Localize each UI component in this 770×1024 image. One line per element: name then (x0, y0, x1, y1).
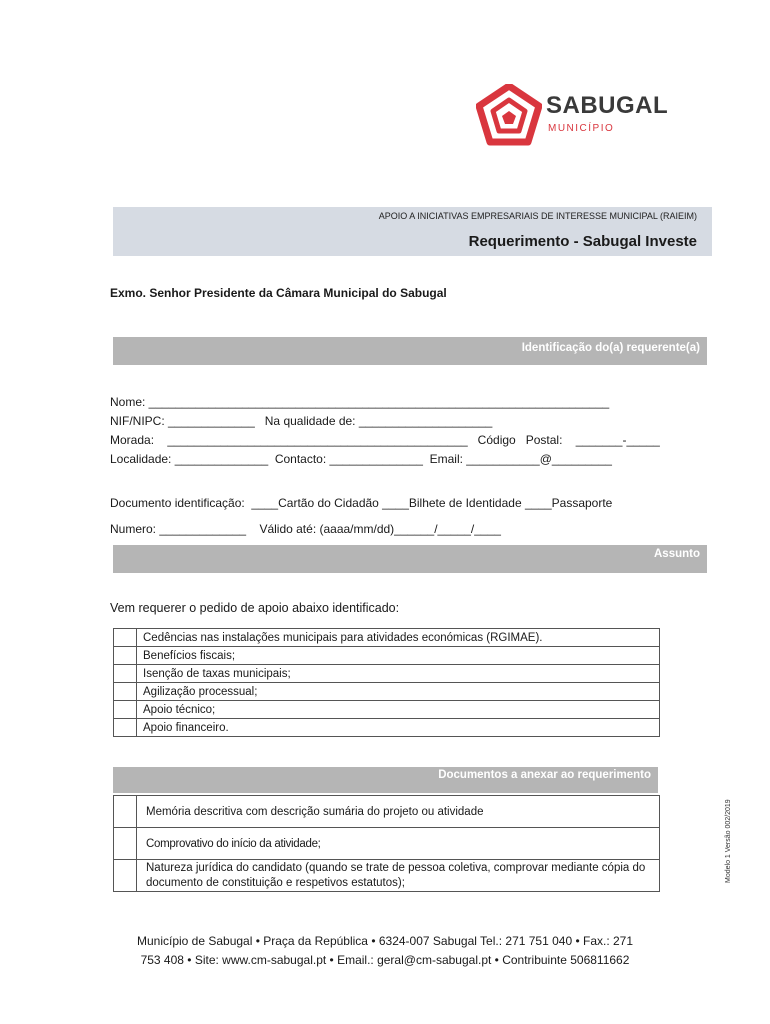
checkbox-cell[interactable] (114, 860, 137, 892)
table-row (114, 860, 660, 892)
section-identification-label: Identificação do(a) requerente(a) (521, 342, 700, 354)
option-label: Apoio técnico; (137, 701, 660, 719)
locality-contact-field[interactable]: Localidade: ______________ Contacto: ______________ Email: ___________@_________ (110, 452, 612, 466)
footer-line-1: Município de Sabugal • Praça da República • 6324-007 Sabugal Tel.: 271 751 040 • Fax.: 271 (136, 934, 634, 948)
table-row (114, 796, 660, 828)
table-row (114, 647, 660, 665)
municipality-logo (476, 84, 676, 148)
id-number-field[interactable]: Numero: _____________ Válido até: (aaaa/mm/dd)______/_____/____ (110, 522, 501, 536)
option-label: Benefícios fiscais; (137, 647, 660, 665)
checkbox-cell[interactable] (114, 683, 137, 701)
document-label: Natureza jurídica do candidato (quando se trate de pessoa coletiva, comprovar mediante cópia do documento de constituição e respetivos estatutos); (137, 860, 660, 892)
checkbox-cell[interactable] (114, 647, 137, 665)
section-subject-label: Assunto (654, 548, 700, 560)
program-name: APOIO A INICIATIVAS EMPRESARIAIS DE INTERESSE MUNICIPAL (RAIEIM) (378, 211, 697, 221)
option-label: Cedências nas instalações municipais para atividades económicas (RGIMAE). (137, 629, 660, 647)
checkbox-cell[interactable] (114, 828, 137, 860)
name-field[interactable]: Nome: _____________________________________________________________________ (110, 395, 610, 409)
id-document-field[interactable]: Documento identificação: ____Cartão do Cidadão ____Bilhete de Identidade ____Passaporte (110, 496, 613, 510)
checkbox-cell[interactable] (114, 701, 137, 719)
table-row (114, 665, 660, 683)
footer-line-2: 753 408 • Site: www.cm-sabugal.pt • Email.: geral@cm-sabugal.pt • Contribuinte 506811662 (140, 953, 630, 967)
salutation: Exmo. Senhor Presidente da Câmara Municipal do Sabugal (110, 286, 447, 300)
nif-field[interactable]: NIF/NIPC: _____________ Na qualidade de: ____________________ (110, 414, 493, 428)
section-documents (113, 767, 658, 793)
table-row (114, 828, 660, 860)
section-documents-label: Documentos a anexar ao requerimento (438, 769, 651, 781)
table-row (114, 683, 660, 701)
logo-subtitle: MUNICÍPIO (548, 123, 615, 134)
checkbox-cell[interactable] (114, 665, 137, 683)
section-identification (113, 337, 707, 365)
table-row (114, 719, 660, 737)
checkbox-cell[interactable] (114, 719, 137, 737)
intro-text: Vem requerer o pedido de apoio abaixo identificado: (110, 601, 400, 615)
document-label: Comprovativo do início da atividade; (137, 828, 660, 860)
sabugal-pentagon-logo-icon (476, 84, 542, 146)
checkbox-cell[interactable] (114, 796, 137, 828)
page-title: Requerimento - Sabugal Investe (468, 233, 697, 250)
checkbox-cell[interactable] (114, 629, 137, 647)
section-subject (113, 545, 707, 573)
document-header (113, 207, 712, 256)
option-label: Isenção de taxas municipais; (137, 665, 660, 683)
support-options-table (113, 628, 660, 737)
option-label: Agilização processual; (137, 683, 660, 701)
address-field[interactable]: Morada: _____________________________________________ Código Postal: _______-_____ (110, 433, 660, 447)
documents-table (113, 795, 660, 892)
version-note: Modelo 1 Versão 002/2019 (725, 799, 732, 883)
logo-name: SABUGAL (546, 92, 669, 119)
table-row (114, 701, 660, 719)
table-row (114, 629, 660, 647)
option-label: Apoio financeiro. (137, 719, 660, 737)
document-label: Memória descritiva com descrição sumária do projeto ou atividade (137, 796, 660, 828)
